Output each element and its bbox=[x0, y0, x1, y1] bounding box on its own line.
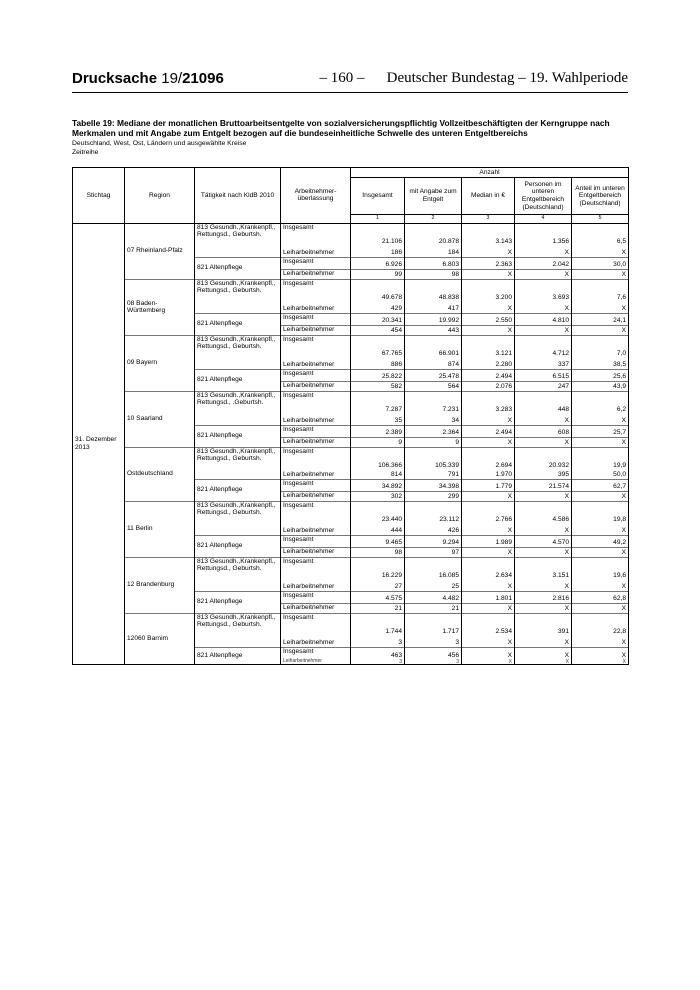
table-row bbox=[73, 335, 629, 357]
header-median: Median in € bbox=[462, 178, 515, 215]
cell-anteil: 25,6 bbox=[572, 369, 629, 381]
cell-personen: 608 bbox=[515, 425, 572, 437]
taetigkeit-cell: 813 Gesundh.,Krankenpfl., Rettungsd., Geburtsh. bbox=[195, 447, 281, 479]
cell-anteil: 38,5 bbox=[572, 357, 629, 369]
cell-personen: X bbox=[515, 647, 572, 659]
taetigkeit-cell: 821 Altenpflege bbox=[195, 313, 281, 335]
ueberlassung-cell: Insgesamt bbox=[281, 279, 351, 301]
cell-median: X bbox=[462, 579, 515, 591]
column-index: 3 bbox=[462, 215, 515, 224]
region-cell: 09 Bayern bbox=[125, 335, 195, 391]
cell-personen: X bbox=[515, 491, 572, 501]
header-ueberlassung: Arbeitnehmer-überlassung bbox=[281, 168, 351, 224]
table-row bbox=[73, 613, 629, 635]
document-number-suffix: 21096 bbox=[182, 70, 224, 87]
taetigkeit-cell: 813 Gesundh.,Krankenpfl., Rettungsd., Geburtsh. bbox=[195, 613, 281, 647]
cell-mit-angabe: 6.803 bbox=[405, 257, 462, 269]
header-region: Region bbox=[125, 168, 195, 224]
cell-anteil: X bbox=[572, 245, 629, 257]
table-row bbox=[73, 279, 629, 301]
ueberlassung-cell: Insgesamt bbox=[281, 223, 351, 245]
table-row bbox=[73, 501, 629, 523]
cell-anteil: 19,9 bbox=[572, 447, 629, 469]
region-cell: 12060 Barnim bbox=[125, 613, 195, 664]
cell-mit-angabe: 4.482 bbox=[405, 591, 462, 603]
cell-personen: X bbox=[515, 413, 572, 425]
cell-insgesamt: 444 bbox=[351, 523, 405, 535]
header-taetigkeit: Tätigkeit nach KldB 2010 bbox=[195, 168, 281, 224]
cell-median: X bbox=[462, 301, 515, 313]
cell-personen: X bbox=[515, 635, 572, 647]
cell-median: 1.779 bbox=[462, 479, 515, 491]
cell-mit-angabe: 443 bbox=[405, 325, 462, 335]
ueberlassung-cell: Leiharbeitnehmer bbox=[281, 659, 351, 664]
cell-median: 2.534 bbox=[462, 613, 515, 635]
table-subtitle: Deutschland, West, Ost, Ländern und ausgewählte Kreise bbox=[72, 140, 247, 147]
cell-personen: 4.570 bbox=[515, 535, 572, 547]
cell-mit-angabe: 1.717 bbox=[405, 613, 462, 635]
ueberlassung-cell: Insgesamt bbox=[281, 535, 351, 547]
region-cell: 10 Saarland bbox=[125, 391, 195, 447]
cell-anteil: X bbox=[572, 603, 629, 613]
cell-anteil: X bbox=[572, 301, 629, 313]
cell-personen: X bbox=[515, 603, 572, 613]
taetigkeit-cell: 821 Altenpflege bbox=[195, 425, 281, 447]
header-anteil: Anteil im unteren Entgeltbereich (Deutschland) bbox=[572, 178, 629, 215]
cell-anteil: X bbox=[572, 579, 629, 591]
cell-insgesamt: 27 bbox=[351, 579, 405, 591]
cell-median: X bbox=[462, 413, 515, 425]
ueberlassung-cell: Insgesamt bbox=[281, 557, 351, 579]
ueberlassung-cell: Insgesamt bbox=[281, 257, 351, 269]
document-number-prefix: 19/ bbox=[161, 70, 183, 87]
header-mit-angabe: mit Angabe zum Entgelt bbox=[405, 178, 462, 215]
taetigkeit-cell: 821 Altenpflege bbox=[195, 535, 281, 557]
cell-personen: 448 bbox=[515, 391, 572, 413]
cell-median: 2.766 bbox=[462, 501, 515, 523]
cell-median: X bbox=[462, 523, 515, 535]
cell-personen: X bbox=[515, 325, 572, 335]
column-index: 4 bbox=[515, 215, 572, 224]
cell-anteil: 25,7 bbox=[572, 425, 629, 437]
cell-median: 1.970 bbox=[462, 469, 515, 479]
cell-insgesamt: 429 bbox=[351, 301, 405, 313]
cell-median: 2.494 bbox=[462, 425, 515, 437]
cell-mit-angabe: 3 bbox=[405, 659, 462, 664]
cell-median: 2.694 bbox=[462, 447, 515, 469]
cell-mit-angabe: 105.339 bbox=[405, 447, 462, 469]
cell-personen: 4.810 bbox=[515, 313, 572, 325]
cell-mit-angabe: 34.398 bbox=[405, 479, 462, 491]
cell-insgesamt: 21.106 bbox=[351, 223, 405, 245]
cell-insgesamt: 9 bbox=[351, 437, 405, 447]
header-stichtag: Stichtag bbox=[73, 168, 125, 224]
cell-personen: 3.151 bbox=[515, 557, 572, 579]
table-title: Tabelle 19: Mediane der monatlichen Bruttoarbeitsentgelte von sozialversicherungspflichtig Vollzeitbeschäftigten der Kerngruppe nach Merkmalen und mit Angabe zum Entgelt bezogen auf die bundeseinheitliche Schwelle des unteren Entgeltbereichs bbox=[72, 118, 610, 138]
taetigkeit-cell: 813 Gesundh.,Krankenpfl., Rettungsd., Geburtsh. bbox=[195, 335, 281, 369]
cell-personen: X bbox=[515, 659, 572, 664]
cell-personen: X bbox=[515, 523, 572, 535]
header-insgesamt: Insgesamt bbox=[351, 178, 405, 215]
cell-median: 2.363 bbox=[462, 257, 515, 269]
cell-median: 1.989 bbox=[462, 535, 515, 547]
cell-insgesamt: 20.341 bbox=[351, 313, 405, 325]
taetigkeit-cell: 821 Altenpflege bbox=[195, 257, 281, 279]
cell-anteil: 49,2 bbox=[572, 535, 629, 547]
cell-personen: 1.356 bbox=[515, 223, 572, 245]
table-row bbox=[73, 391, 629, 413]
ueberlassung-cell: Leiharbeitnehmer bbox=[281, 381, 351, 391]
cell-median: 3.200 bbox=[462, 279, 515, 301]
cell-median: 2.634 bbox=[462, 557, 515, 579]
ueberlassung-cell: Leiharbeitnehmer bbox=[281, 269, 351, 279]
taetigkeit-cell: 813 Gesundh.,Krankenpfl., Rettungsd., Geburtsh. bbox=[195, 223, 281, 257]
cell-anteil: X bbox=[572, 413, 629, 425]
cell-personen: X bbox=[515, 269, 572, 279]
cell-anteil: 62,8 bbox=[572, 591, 629, 603]
cell-insgesamt: 49.678 bbox=[351, 279, 405, 301]
ueberlassung-cell: Leiharbeitnehmer bbox=[281, 469, 351, 479]
ueberlassung-cell: Leiharbeitnehmer bbox=[281, 547, 351, 557]
ueberlassung-cell: Leiharbeitnehmer bbox=[281, 491, 351, 501]
cell-mit-angabe: 417 bbox=[405, 301, 462, 313]
cell-insgesamt: 3 bbox=[351, 659, 405, 664]
cell-mit-angabe: 2.364 bbox=[405, 425, 462, 437]
ueberlassung-cell: Leiharbeitnehmer bbox=[281, 579, 351, 591]
cell-mit-angabe: 299 bbox=[405, 491, 462, 501]
cell-anteil: 62,7 bbox=[572, 479, 629, 491]
publisher: Deutscher Bundestag – 19. Wahlperiode bbox=[386, 70, 628, 86]
taetigkeit-cell: 821 Altenpflege bbox=[195, 647, 281, 664]
cell-anteil: X bbox=[572, 635, 629, 647]
region-cell: Ostdeutschland bbox=[125, 447, 195, 501]
table-row bbox=[73, 447, 629, 469]
cell-insgesamt: 1.744 bbox=[351, 613, 405, 635]
ueberlassung-cell: Leiharbeitnehmer bbox=[281, 437, 351, 447]
cell-personen: X bbox=[515, 301, 572, 313]
cell-anteil: X bbox=[572, 437, 629, 447]
taetigkeit-cell: 821 Altenpflege bbox=[195, 591, 281, 613]
cell-median: X bbox=[462, 437, 515, 447]
cell-insgesamt: 4.575 bbox=[351, 591, 405, 603]
cell-personen: 2.816 bbox=[515, 591, 572, 603]
cell-personen: X bbox=[515, 437, 572, 447]
cell-median: X bbox=[462, 647, 515, 659]
cell-median: 3.283 bbox=[462, 391, 515, 413]
ueberlassung-cell: Leiharbeitnehmer bbox=[281, 635, 351, 647]
cell-mit-angabe: 7.231 bbox=[405, 391, 462, 413]
cell-insgesamt: 463 bbox=[351, 647, 405, 659]
taetigkeit-cell: 813 Gesundh.,Krankenpfl., Rettungsd., Geburtsh. bbox=[195, 279, 281, 313]
cell-anteil: X bbox=[572, 659, 629, 664]
cell-personen: 3.693 bbox=[515, 279, 572, 301]
cell-insgesamt: 21 bbox=[351, 603, 405, 613]
region-cell: 07 Rheinland-Pfalz bbox=[125, 223, 195, 279]
region-cell: 11 Berlin bbox=[125, 501, 195, 557]
cell-personen: 2.042 bbox=[515, 257, 572, 269]
cell-insgesamt: 99 bbox=[351, 269, 405, 279]
cell-mit-angabe: 16.085 bbox=[405, 557, 462, 579]
ueberlassung-cell: Insgesamt bbox=[281, 335, 351, 357]
cell-insgesamt: 186 bbox=[351, 245, 405, 257]
ueberlassung-cell: Leiharbeitnehmer bbox=[281, 301, 351, 313]
cell-median: X bbox=[462, 635, 515, 647]
cell-anteil: 19,6 bbox=[572, 557, 629, 579]
cell-median: X bbox=[462, 269, 515, 279]
cell-anteil: 19,8 bbox=[572, 501, 629, 523]
cell-mit-angabe: 97 bbox=[405, 547, 462, 557]
taetigkeit-cell: 821 Altenpflege bbox=[195, 479, 281, 501]
cell-personen: 4.586 bbox=[515, 501, 572, 523]
cell-mit-angabe: 25.478 bbox=[405, 369, 462, 381]
cell-mit-angabe: 66.901 bbox=[405, 335, 462, 357]
cell-mit-angabe: 48.838 bbox=[405, 279, 462, 301]
cell-insgesamt: 582 bbox=[351, 381, 405, 391]
document-label: Drucksache bbox=[72, 70, 158, 87]
cell-mit-angabe: 98 bbox=[405, 269, 462, 279]
taetigkeit-cell: 813 Gesundh.,Krankenpfl., Rettungsd., Geburtsh. bbox=[195, 557, 281, 591]
cell-personen: 247 bbox=[515, 381, 572, 391]
cell-median: 2.076 bbox=[462, 381, 515, 391]
cell-insgesamt: 2.389 bbox=[351, 425, 405, 437]
cell-anteil: 43,9 bbox=[572, 381, 629, 391]
cell-insgesamt: 35 bbox=[351, 413, 405, 425]
cell-personen: 20.932 bbox=[515, 447, 572, 469]
cell-anteil: 6,2 bbox=[572, 391, 629, 413]
cell-mit-angabe: 874 bbox=[405, 357, 462, 369]
cell-insgesamt: 886 bbox=[351, 357, 405, 369]
cell-insgesamt: 3 bbox=[351, 635, 405, 647]
ueberlassung-cell: Insgesamt bbox=[281, 591, 351, 603]
cell-median: X bbox=[462, 603, 515, 613]
cell-anteil: X bbox=[572, 325, 629, 335]
cell-personen: X bbox=[515, 547, 572, 557]
ueberlassung-cell: Insgesamt bbox=[281, 391, 351, 413]
stichtag-cell: 31. Dezember 2013 bbox=[73, 223, 125, 664]
cell-anteil: 24,1 bbox=[572, 313, 629, 325]
cell-median: X bbox=[462, 325, 515, 335]
ueberlassung-cell: Insgesamt bbox=[281, 447, 351, 469]
ueberlassung-cell: Insgesamt bbox=[281, 647, 351, 659]
taetigkeit-cell: 821 Altenpflege bbox=[195, 369, 281, 391]
taetigkeit-cell: 813 Gesundh.,Krankenpfl., Rettungsd., .Geburtsh. bbox=[195, 391, 281, 425]
table-row bbox=[73, 557, 629, 579]
ueberlassung-cell: Insgesamt bbox=[281, 425, 351, 437]
ueberlassung-cell: Insgesamt bbox=[281, 501, 351, 523]
document-number bbox=[72, 70, 224, 87]
cell-median: X bbox=[462, 547, 515, 557]
cell-anteil: X bbox=[572, 269, 629, 279]
column-index: 5 bbox=[572, 215, 629, 224]
cell-insgesamt: 25.822 bbox=[351, 369, 405, 381]
cell-insgesamt: 6.926 bbox=[351, 257, 405, 269]
cell-anteil: 7,6 bbox=[572, 279, 629, 301]
cell-insgesamt: 9.465 bbox=[351, 535, 405, 547]
cell-mit-angabe: 20.878 bbox=[405, 223, 462, 245]
cell-insgesamt: 23.440 bbox=[351, 501, 405, 523]
ueberlassung-cell: Insgesamt bbox=[281, 613, 351, 635]
cell-insgesamt: 302 bbox=[351, 491, 405, 501]
cell-personen: 391 bbox=[515, 613, 572, 635]
cell-anteil: 7,0 bbox=[572, 335, 629, 357]
cell-insgesamt: 106.366 bbox=[351, 447, 405, 469]
cell-mit-angabe: 426 bbox=[405, 523, 462, 535]
cell-anteil: 50,0 bbox=[572, 469, 629, 479]
cell-median: X bbox=[462, 491, 515, 501]
table-row bbox=[73, 223, 629, 245]
header-anzahl: Anzahl bbox=[351, 168, 629, 178]
taetigkeit-cell: 813 Gesundh.,Krankenpfl., Rettungsd., Geburtsh. bbox=[195, 501, 281, 535]
table-subtitle-series: Zeitreihe bbox=[72, 149, 99, 156]
cell-personen: 395 bbox=[515, 469, 572, 479]
cell-median: X bbox=[462, 245, 515, 257]
cell-anteil: 6,5 bbox=[572, 223, 629, 245]
page-number: – 160 – bbox=[319, 70, 365, 86]
cell-anteil: 30,0 bbox=[572, 257, 629, 269]
cell-anteil: X bbox=[572, 547, 629, 557]
cell-mit-angabe: 3 bbox=[405, 635, 462, 647]
cell-personen: 337 bbox=[515, 357, 572, 369]
ueberlassung-cell: Leiharbeitnehmer bbox=[281, 357, 351, 369]
ueberlassung-cell: Leiharbeitnehmer bbox=[281, 245, 351, 257]
cell-mit-angabe: 791 bbox=[405, 469, 462, 479]
cell-personen: 21.574 bbox=[515, 479, 572, 491]
cell-insgesamt: 814 bbox=[351, 469, 405, 479]
cell-median: 1.801 bbox=[462, 591, 515, 603]
ueberlassung-cell: Leiharbeitnehmer bbox=[281, 603, 351, 613]
header-personen: Personen im unteren Entgeltbereich (Deutschland) bbox=[515, 178, 572, 215]
ueberlassung-cell: Leiharbeitnehmer bbox=[281, 413, 351, 425]
region-cell: 08 Baden-Württemberg bbox=[125, 279, 195, 335]
ueberlassung-cell: Leiharbeitnehmer bbox=[281, 325, 351, 335]
cell-mit-angabe: 23.112 bbox=[405, 501, 462, 523]
cell-median: 2.494 bbox=[462, 369, 515, 381]
cell-mit-angabe: 184 bbox=[405, 245, 462, 257]
cell-median: X bbox=[462, 659, 515, 664]
cell-mit-angabe: 34 bbox=[405, 413, 462, 425]
cell-median: 3.143 bbox=[462, 223, 515, 245]
cell-mit-angabe: 19.992 bbox=[405, 313, 462, 325]
cell-personen: 4.712 bbox=[515, 335, 572, 357]
ueberlassung-cell: Leiharbeitnehmer bbox=[281, 523, 351, 535]
data-table bbox=[72, 167, 629, 665]
cell-personen: X bbox=[515, 245, 572, 257]
cell-anteil: X bbox=[572, 491, 629, 501]
cell-anteil: X bbox=[572, 523, 629, 535]
ueberlassung-cell: Insgesamt bbox=[281, 369, 351, 381]
cell-mit-angabe: 564 bbox=[405, 381, 462, 391]
cell-mit-angabe: 25 bbox=[405, 579, 462, 591]
cell-personen: X bbox=[515, 579, 572, 591]
cell-insgesamt: 67.765 bbox=[351, 335, 405, 357]
column-index: 2 bbox=[405, 215, 462, 224]
cell-personen: 6.515 bbox=[515, 369, 572, 381]
cell-anteil: 22,8 bbox=[572, 613, 629, 635]
cell-mit-angabe: 9 bbox=[405, 437, 462, 447]
column-index: 1 bbox=[351, 215, 405, 224]
cell-median: 3.121 bbox=[462, 335, 515, 357]
cell-mit-angabe: 21 bbox=[405, 603, 462, 613]
cell-mit-angabe: 456 bbox=[405, 647, 462, 659]
cell-anteil: X bbox=[572, 647, 629, 659]
ueberlassung-cell: Insgesamt bbox=[281, 479, 351, 491]
table-body bbox=[73, 223, 629, 664]
cell-median: 2.550 bbox=[462, 313, 515, 325]
region-cell: 12 Brandenburg bbox=[125, 557, 195, 613]
cell-insgesamt: 98 bbox=[351, 547, 405, 557]
cell-mit-angabe: 9.294 bbox=[405, 535, 462, 547]
ueberlassung-cell: Insgesamt bbox=[281, 313, 351, 325]
cell-insgesamt: 454 bbox=[351, 325, 405, 335]
cell-median: 2.280 bbox=[462, 357, 515, 369]
cell-insgesamt: 16.229 bbox=[351, 557, 405, 579]
cell-insgesamt: 7.287 bbox=[351, 391, 405, 413]
cell-insgesamt: 34.892 bbox=[351, 479, 405, 491]
page-header bbox=[72, 70, 628, 93]
